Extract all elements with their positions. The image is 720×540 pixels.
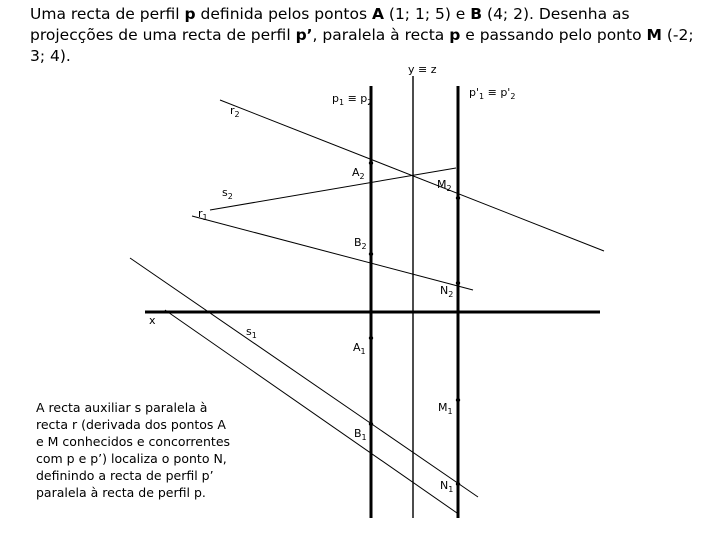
label-s2: $s_2$ [222, 186, 233, 201]
yz-axis-label: y ≡ z [408, 63, 437, 76]
label-B1: $B_1$ [354, 427, 367, 442]
problem-statement: Uma recta de perfil p definida pelos pontos A (1; 1; 5) e B (4; 2). Desenha as projecções de uma recta de perfil p’, paralela à recta p e passando pelo ponto M (-2; 3; 4). [30, 5, 694, 65]
label-r1: $r_1$ [198, 207, 208, 222]
point-M1 [456, 398, 460, 402]
label-B2: $B_2$ [354, 236, 367, 251]
label-N2: $N_2$ [440, 284, 454, 299]
line-r1 [192, 216, 473, 290]
label-p1-p2: $p_1 \equiv p_2$ [332, 92, 373, 107]
point-N1 [456, 482, 460, 486]
point-B1 [369, 422, 373, 426]
label-s1: $s_1$ [246, 325, 257, 340]
point-A2 [369, 161, 373, 165]
label-M1: $M_1$ [438, 401, 453, 416]
point-B2 [369, 252, 373, 256]
label-A1: $A_1$ [353, 341, 366, 356]
x-axis-label: x [149, 314, 156, 327]
point-A1 [369, 336, 373, 340]
point-N2 [456, 281, 460, 285]
point-M2 [456, 196, 460, 200]
label-r2: $r_2$ [230, 104, 240, 119]
label-N1: $N_1$ [440, 479, 454, 494]
explanation-note: A recta auxiliar s paralela à recta r (derivada dos pontos A e M conhecidos e concorrentes com p e p’) localiza o ponto N, definindo a recta de perfil p’ paralela à recta de perfil p. [36, 400, 231, 500]
label-A2: $A_2$ [352, 166, 365, 181]
label-M2: $M_2$ [437, 178, 452, 193]
line-s2 [210, 168, 456, 210]
label-pp1-pp2: $p'_1 \equiv p'_2$ [469, 86, 516, 101]
